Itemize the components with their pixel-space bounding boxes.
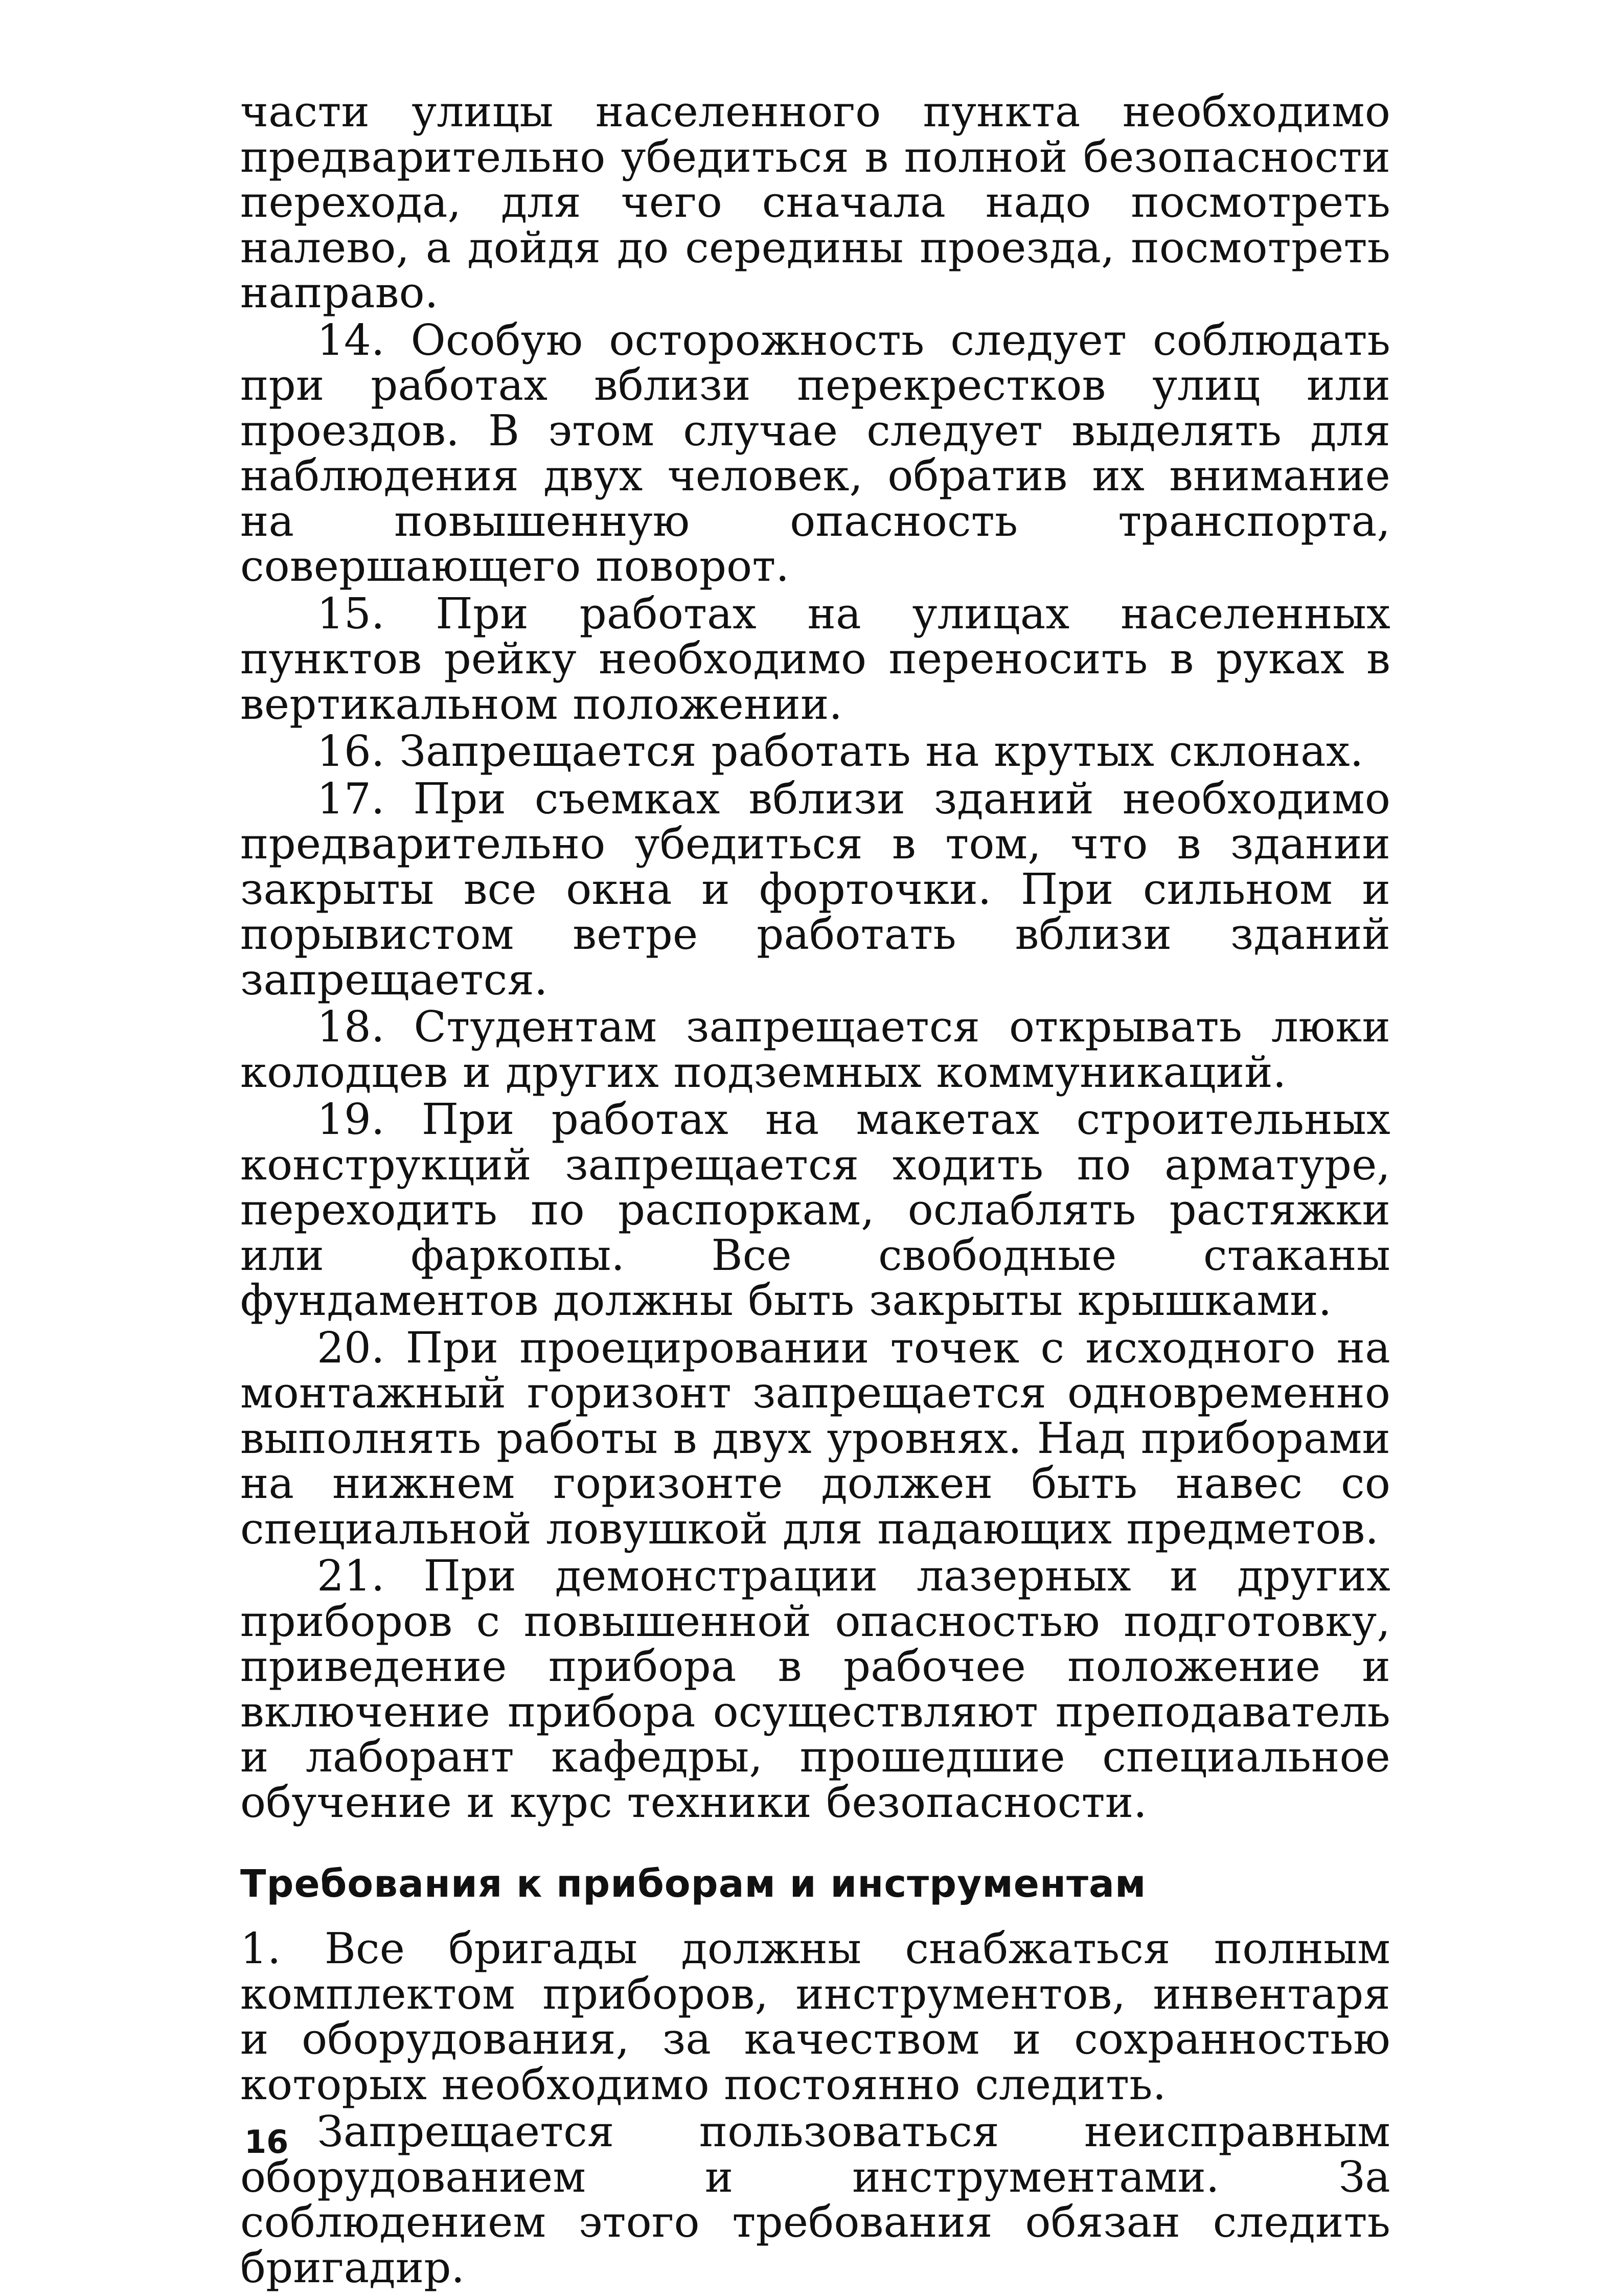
section-paragraph-1: 1. Все бригады должны снабжаться полным комплектом приборов, инструментов, инвентаря и оборудования, за качеством и сохранностью которых необходимо постоянно следить. xyxy=(240,1924,1390,2109)
paragraph-item-18: 18. Студентам запрещается открывать люки колодцев и других подземных коммуникаций. xyxy=(240,1002,1390,1097)
page-body xyxy=(240,89,1390,2292)
paragraph-item-19: 19. При работах на макетах строительных конструкций запрещается ходить по арматуре, переходить по распоркам, ослаблять растяжки или фаркопы. Все свободные стаканы фундаментов должны быть закрыты крышками. xyxy=(240,1095,1390,1325)
paragraph-item-14: 14. Особую осторожность следует соблюдать при работах вблизи перекрестков улиц или проездов. В этом случае следует выделять для наблюдения двух человек, обратив их внимание на повышенную опасность транспорта, совершающего поворот. xyxy=(240,315,1390,591)
section-heading: Требования к приборам и инструментам xyxy=(240,1862,1147,1906)
paragraph-item-15: 15. При работах на улицах населенных пунктов рейку необходимо переносить в руках в вертикальном положении. xyxy=(240,588,1390,729)
paragraph-item-17: 17. При съемках вблизи зданий необходимо предварительно убедиться в том, что в здании закрыты все окна и форточки. При сильном и порывистом ветре работать вблизи зданий запрещается. xyxy=(240,774,1390,1005)
page-number: 16 xyxy=(244,2123,289,2161)
paragraph-item-16: 16. Запрещается работать на крутых склонах. xyxy=(317,726,1364,776)
section-paragraph-2: Запрещается пользоваться неисправным оборудованием и инструментами. За соблюдением этого требования обязан следить бригадир. xyxy=(240,2107,1390,2292)
paragraph-item-21: 21. При демонстрации лазерных и других приборов с повышенной опасностью подготовку, приведение прибора в рабочее положение и включение прибора осуществляют преподаватель и лаборант кафедры, прошедшие специальное обучение и курс техники безопасности. xyxy=(240,1551,1390,1827)
paragraph-continuation: части улицы населенного пункта необходимо предварительно убедиться в полной безопасности перехода, для чего сначала надо посмотреть налево, а дойдя до середины проезда, посмотреть направо. xyxy=(240,87,1390,317)
paragraph-item-20: 20. При проецировании точек с исходного на монтажный горизонт запрещается одновременно выполнять работы в двух уровнях. Над приборами на нижнем горизонте должен быть навес со специальной ловушкой для падающих предметов. xyxy=(240,1323,1390,1554)
